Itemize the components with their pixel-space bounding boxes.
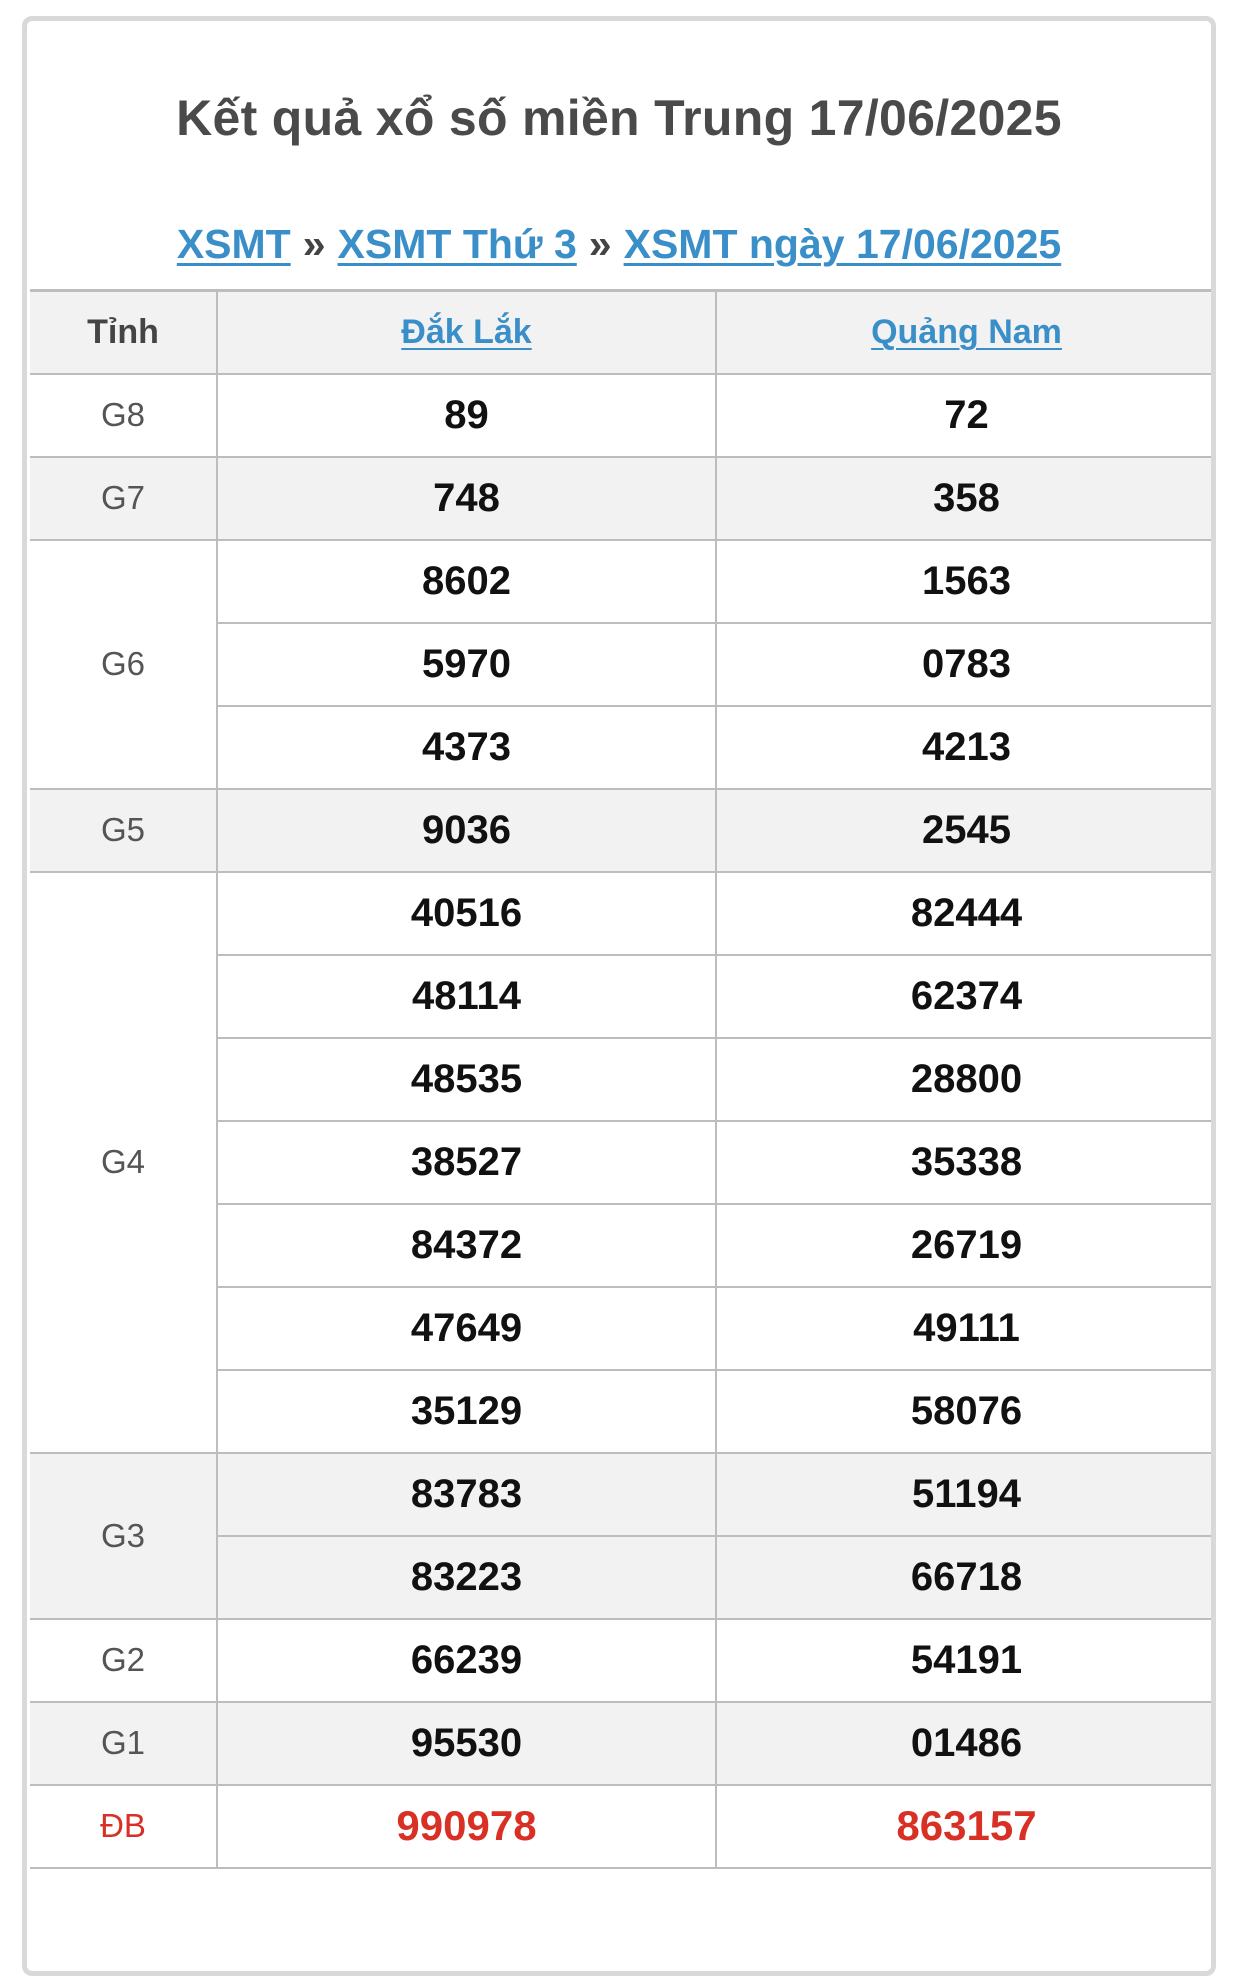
- table-row: [30, 1619, 1216, 1702]
- table-row: [30, 540, 1216, 623]
- prize-group-g6: [30, 540, 1216, 789]
- prize-group-special: [30, 1785, 1216, 1868]
- prize-group-g7: [30, 457, 1216, 540]
- result-number: 62374: [716, 955, 1216, 1038]
- prize-group-g8: [30, 374, 1216, 457]
- result-number: 4213: [716, 706, 1216, 789]
- result-number: 748: [217, 457, 716, 540]
- result-number: 48535: [217, 1038, 716, 1121]
- prize-label: G1: [30, 1702, 217, 1785]
- result-number: 2545: [716, 789, 1216, 872]
- results-table: [30, 289, 1216, 1869]
- prize-label: G3: [30, 1453, 217, 1619]
- result-number: 72: [716, 374, 1216, 457]
- breadcrumb-separator: »: [588, 221, 612, 267]
- result-number: 83783: [217, 1453, 716, 1536]
- breadcrumb-link-xsmt-thu-3[interactable]: XSMT Thứ 3: [337, 221, 577, 267]
- table-row: [30, 1785, 1216, 1868]
- result-number: 89: [217, 374, 716, 457]
- prize-group-g1: [30, 1702, 1216, 1785]
- prize-group-g2: [30, 1619, 1216, 1702]
- table-row: [30, 374, 1216, 457]
- header-province-dak-lak: [217, 291, 716, 374]
- result-number: 38527: [217, 1121, 716, 1204]
- page-title: Kết quả xổ số miền Trung 17/06/2025: [176, 90, 1062, 146]
- result-number: 51194: [716, 1453, 1216, 1536]
- table-row: [30, 457, 1216, 540]
- result-number: 0783: [716, 623, 1216, 706]
- table-row: [30, 1702, 1216, 1785]
- prize-label: G2: [30, 1619, 217, 1702]
- table-row: [30, 1453, 1216, 1536]
- prize-group-g4: [30, 872, 1216, 1453]
- result-number: 4373: [217, 706, 716, 789]
- result-number: 84372: [217, 1204, 716, 1287]
- result-number: 35338: [716, 1121, 1216, 1204]
- result-number: 9036: [217, 789, 716, 872]
- province-link-quang-nam[interactable]: Quảng Nam: [871, 312, 1062, 351]
- result-number: 58076: [716, 1370, 1216, 1453]
- result-number: 26719: [716, 1204, 1216, 1287]
- result-number: 35129: [217, 1370, 716, 1453]
- province-link-dak-lak[interactable]: Đắk Lắk: [401, 312, 532, 351]
- table-header-row: [30, 291, 1216, 374]
- result-number: 66718: [716, 1536, 1216, 1619]
- result-number: 48114: [217, 955, 716, 1038]
- special-prize-label: ĐB: [30, 1785, 217, 1868]
- result-number: 8602: [217, 540, 716, 623]
- result-number: 358: [716, 457, 1216, 540]
- result-number: 28800: [716, 1038, 1216, 1121]
- results-card: [22, 16, 1216, 1976]
- breadcrumb: [27, 221, 1211, 268]
- result-number: 66239: [217, 1619, 716, 1702]
- prize-label: G7: [30, 457, 217, 540]
- prize-group-g5: [30, 789, 1216, 872]
- breadcrumb-link-xsmt[interactable]: XSMT: [176, 221, 291, 267]
- result-number: 40516: [217, 872, 716, 955]
- result-number: 5970: [217, 623, 716, 706]
- breadcrumb-link-xsmt-date[interactable]: XSMT ngày 17/06/2025: [623, 221, 1062, 267]
- table-row: [30, 789, 1216, 872]
- prize-label: G8: [30, 374, 217, 457]
- result-number: 1563: [716, 540, 1216, 623]
- result-number: 49111: [716, 1287, 1216, 1370]
- result-number: 83223: [217, 1536, 716, 1619]
- prize-label: G6: [30, 540, 217, 789]
- result-number: 95530: [217, 1702, 716, 1785]
- special-prize-number: 863157: [716, 1785, 1216, 1868]
- prize-group-g3: [30, 1453, 1216, 1619]
- header-province-label: Tỉnh: [30, 291, 217, 374]
- table-row: [30, 872, 1216, 955]
- result-number: 82444: [716, 872, 1216, 955]
- prize-label: G5: [30, 789, 217, 872]
- result-number: 01486: [716, 1702, 1216, 1785]
- breadcrumb-separator: »: [302, 221, 326, 267]
- prize-label: G4: [30, 872, 217, 1453]
- special-prize-number: 990978: [217, 1785, 716, 1868]
- header-province-quang-nam: [716, 291, 1216, 374]
- result-number: 47649: [217, 1287, 716, 1370]
- result-number: 54191: [716, 1619, 1216, 1702]
